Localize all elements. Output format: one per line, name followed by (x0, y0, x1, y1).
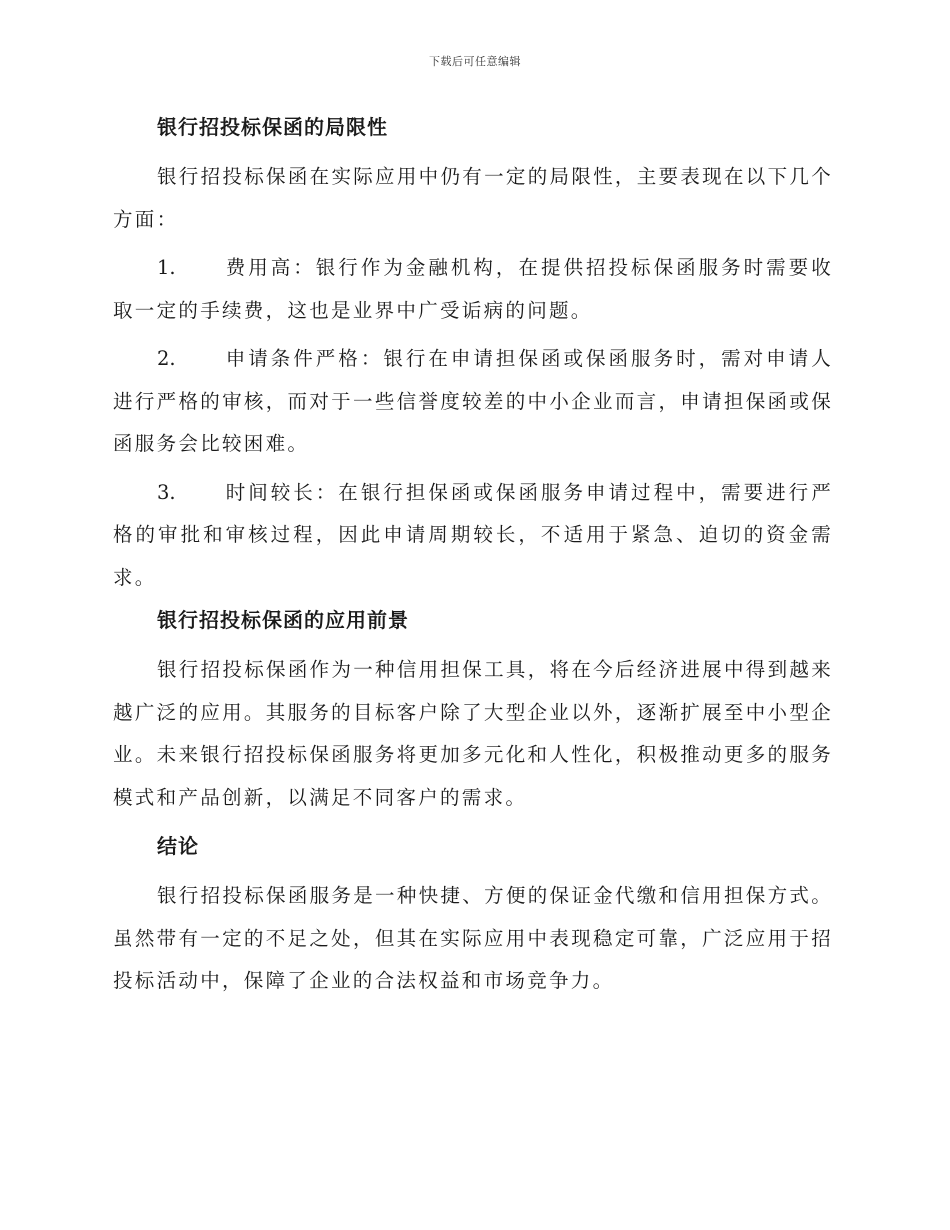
item-number: 2. (157, 347, 176, 370)
section-heading-limitations: 银行招投标保函的局限性 (157, 115, 388, 139)
item-text: 费用高：银行作为金融机构，在提供招投标保函服务时需要收取一定的手续费，这也是业界中广受诟病的问题。 (113, 256, 833, 322)
section-heading-conclusion: 结论 (157, 834, 199, 858)
limitation-item-2 (113, 338, 833, 466)
document-body (113, 112, 833, 1003)
prospects-paragraph: 银行招投标保函作为一种信用担保工具，将在今后经济进展中得到越来越广泛的应用。其服务的目标客户除了大型企业以外，逐渐扩展至中小型企业。未来银行招投标保函服务将更加多元化和人性化，积极推动更多的服务模式和产品创新，以满足不同客户的需求。 (113, 658, 833, 809)
page-header: 下载后可任意编辑 (429, 55, 521, 68)
item-number: 3. (157, 480, 176, 504)
limitation-item-3 (113, 472, 833, 600)
item-text: 时间较长：在银行担保函或保函服务申请过程中，需要进行严格的审批和审核过程，因此申请周期较长，不适用于紧急、迫切的资金需求。 (113, 480, 833, 589)
conclusion-paragraph: 银行招投标保函服务是一种快捷、方便的保证金代缴和信用担保方式。虽然带有一定的不足之处，但其在实际应用中表现稳定可靠，广泛应用于招投标活动中，保障了企业的合法权益和市场竞争力。 (113, 884, 833, 992)
limitations-intro: 银行招投标保函在实际应用中仍有一定的局限性，主要表现在以下几个方面： (113, 165, 833, 231)
section-heading-prospects: 银行招投标保函的应用前景 (157, 608, 409, 632)
limitation-item-1 (113, 247, 833, 332)
item-number: 1. (157, 256, 176, 279)
item-text: 申请条件严格：银行在申请担保函或保函服务时，需对申请人进行严格的审核，而对于一些信誉度较差的中小企业而言，申请担保函或保函服务会比较困难。 (113, 347, 833, 455)
